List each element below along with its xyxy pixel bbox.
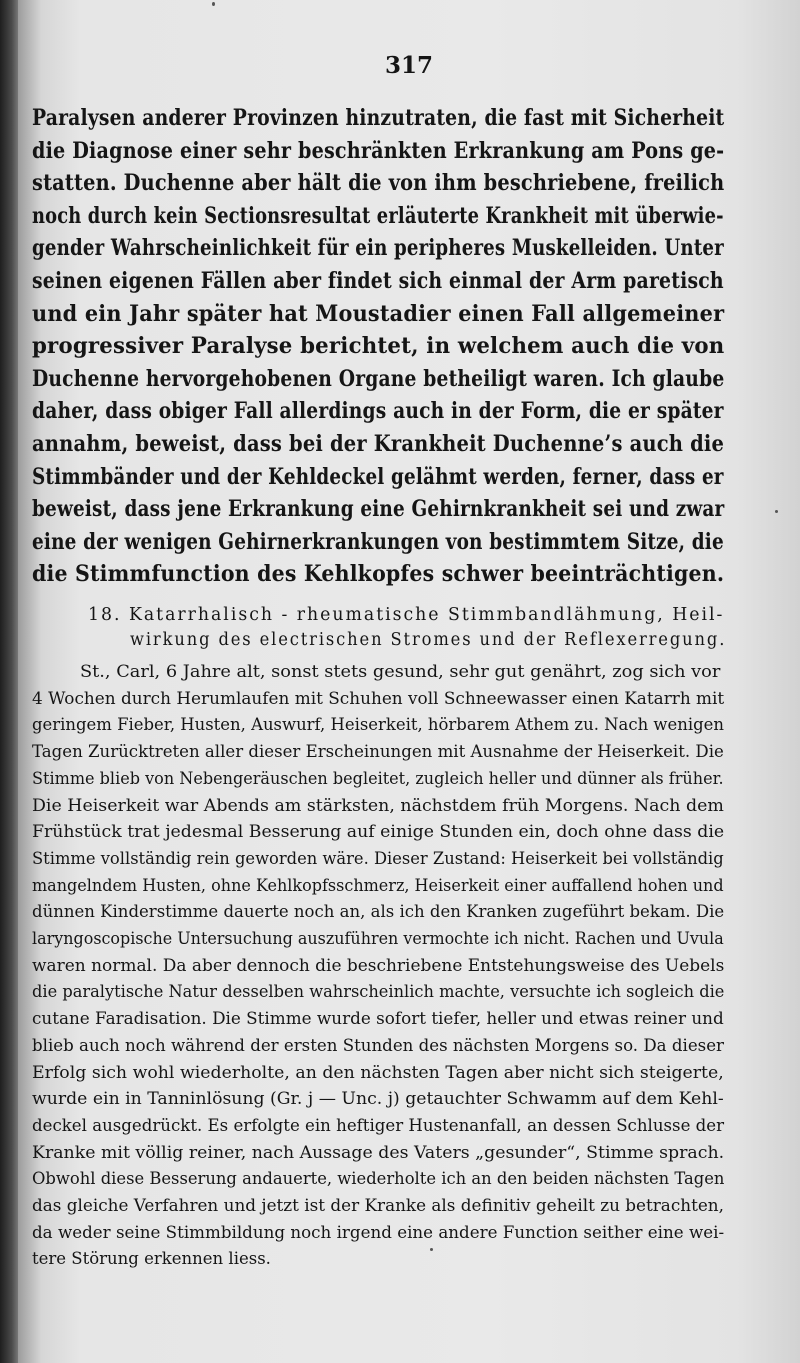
body-line: und ein Jahr später hat Moustadier einen Fall allgemeiner [32, 300, 725, 327]
body-line: progressiver Paralyse berichtet, in welchem auch die von [32, 333, 725, 360]
case-line: mangelndem Husten, ohne Kehlkopfsschmerz, Heiserkeit einer auffallend hohen und [32, 875, 724, 895]
case-line: wurde ein in Tanninlösung (Gr. j — Unc. j) getauchter Schwamm auf dem Kehl- [32, 1089, 724, 1109]
case-line: laryngoscopische Untersuchung auszuführen vermochte ich nicht. Rachen und Uvula [32, 929, 724, 948]
body-line: Stimmbänder und der Kehldeckel gelähmt werden, ferner, dass er [32, 463, 724, 490]
case-heading-line: 18. Katarrhalisch - rheumatische Stimmbandlähmung, Heil- [88, 605, 725, 625]
body-line: Duchenne hervorgehobenen Organe betheiligt waren. Ich glaube [32, 365, 725, 392]
case-line: geringem Fieber, Husten, Auswurf, Heiserkeit, hörbarem Athem zu. Nach wenigen [32, 715, 724, 735]
case-line: Tagen Zurücktreten aller dieser Erscheinungen mit Ausnahme der Heiserkeit. Die [32, 742, 724, 762]
body-line: seinen eigenen Fällen aber findet sich einmal der Arm paretisch [32, 268, 724, 294]
body-line: daher, dass obiger Fall allerdings auch in der Form, die er später [32, 398, 724, 425]
case-line: da weder seine Stimmbildung noch irgend eine andere Function seither eine wei- [32, 1222, 725, 1242]
body-line: noch durch kein Sectionsresultat erläuterte Krankheit mit überwie- [32, 202, 724, 229]
print-speck [775, 510, 778, 513]
print-speck [430, 1248, 433, 1251]
body-line: Paralysen anderer Provinzen hinzutraten, die fast mit Sicherheit [32, 105, 725, 131]
case-line: St., Carl, 6 Jahre alt, sonst stets gesund, sehr gut genährt, zog sich vor [80, 662, 721, 681]
body-line: beweist, dass jene Erkrankung eine Gehirnkrankheit sei und zwar [32, 496, 725, 523]
body-line: annahm, beweist, dass bei der Krankheit Duchenne’s auch die [32, 431, 725, 457]
case-line: Die Heiserkeit war Abends am stärksten, nächstdem früh Morgens. Nach dem [32, 795, 724, 815]
case-line: waren normal. Da aber dennoch die beschriebene Entstehungsweise des Uebels [32, 955, 725, 975]
case-heading-line: wirkung des electrischen Stromes und der Reflexerregung. [130, 630, 727, 650]
page-number: 317 [384, 52, 433, 79]
body-line: die Diagnose einer sehr beschränkten Erkrankung am Pons ge- [32, 137, 725, 164]
case-line: dünnen Kinderstimme dauerte noch an, als ich den Kranken zugeführt bekam. Die [32, 902, 725, 922]
body-line: die Stimmfunction des Kehlkopfes schwer beeinträchtigen. [32, 561, 725, 588]
case-line: Stimme vollständig rein geworden wäre. Dieser Zustand: Heiserkeit bei vollständig [32, 848, 724, 868]
case-line: blieb auch noch während der ersten Stunden des nächsten Morgens so. Da dieser [32, 1035, 724, 1055]
case-line: Kranke mit völlig reiner, nach Aussage des Vaters „gesunder“, Stimme sprach. [32, 1142, 725, 1162]
body-line: gender Wahrscheinlichkeit für ein peripheres Muskelleiden. Unter [32, 235, 724, 262]
case-line: Frühstück trat jedesmal Besserung auf einige Stunden ein, doch ohne dass die [32, 822, 725, 842]
body-line: statten. Duchenne aber hält die von ihm beschriebene, freilich [32, 170, 725, 197]
case-line: das gleiche Verfahren und jetzt ist der Kranke als definitiv geheilt zu betrachten, [32, 1196, 724, 1215]
body-line: eine der wenigen Gehirnerkrankungen von bestimmtem Sitze, die [32, 528, 724, 555]
case-line: Stimme blieb von Nebengeräuschen begleitet, zugleich heller und dünner als früher. [32, 768, 724, 788]
book-page [18, 0, 800, 1363]
case-line: Obwohl diese Besserung andauerte, wiederholte ich an den beiden nächsten Tagen [32, 1169, 725, 1189]
case-line: cutane Faradisation. Die Stimme wurde sofort tiefer, heller und etwas reiner und [32, 1009, 724, 1029]
case-line: tere Störung erkennen liess. [32, 1249, 271, 1269]
case-line: deckel ausgedrückt. Es erfolgte ein heftiger Hustenanfall, an dessen Schlusse der [32, 1115, 725, 1135]
case-line: Erfolg sich wohl wiederholte, an den nächsten Tagen aber nicht sich steigerte, [32, 1062, 724, 1082]
case-line: die paralytische Natur desselben wahrscheinlich machte, versuchte ich sogleich die [32, 982, 725, 1002]
print-speck [212, 2, 215, 6]
case-line: 4 Wochen durch Herumlaufen mit Schuhen voll Schneewasser einen Katarrh mit [32, 688, 725, 708]
